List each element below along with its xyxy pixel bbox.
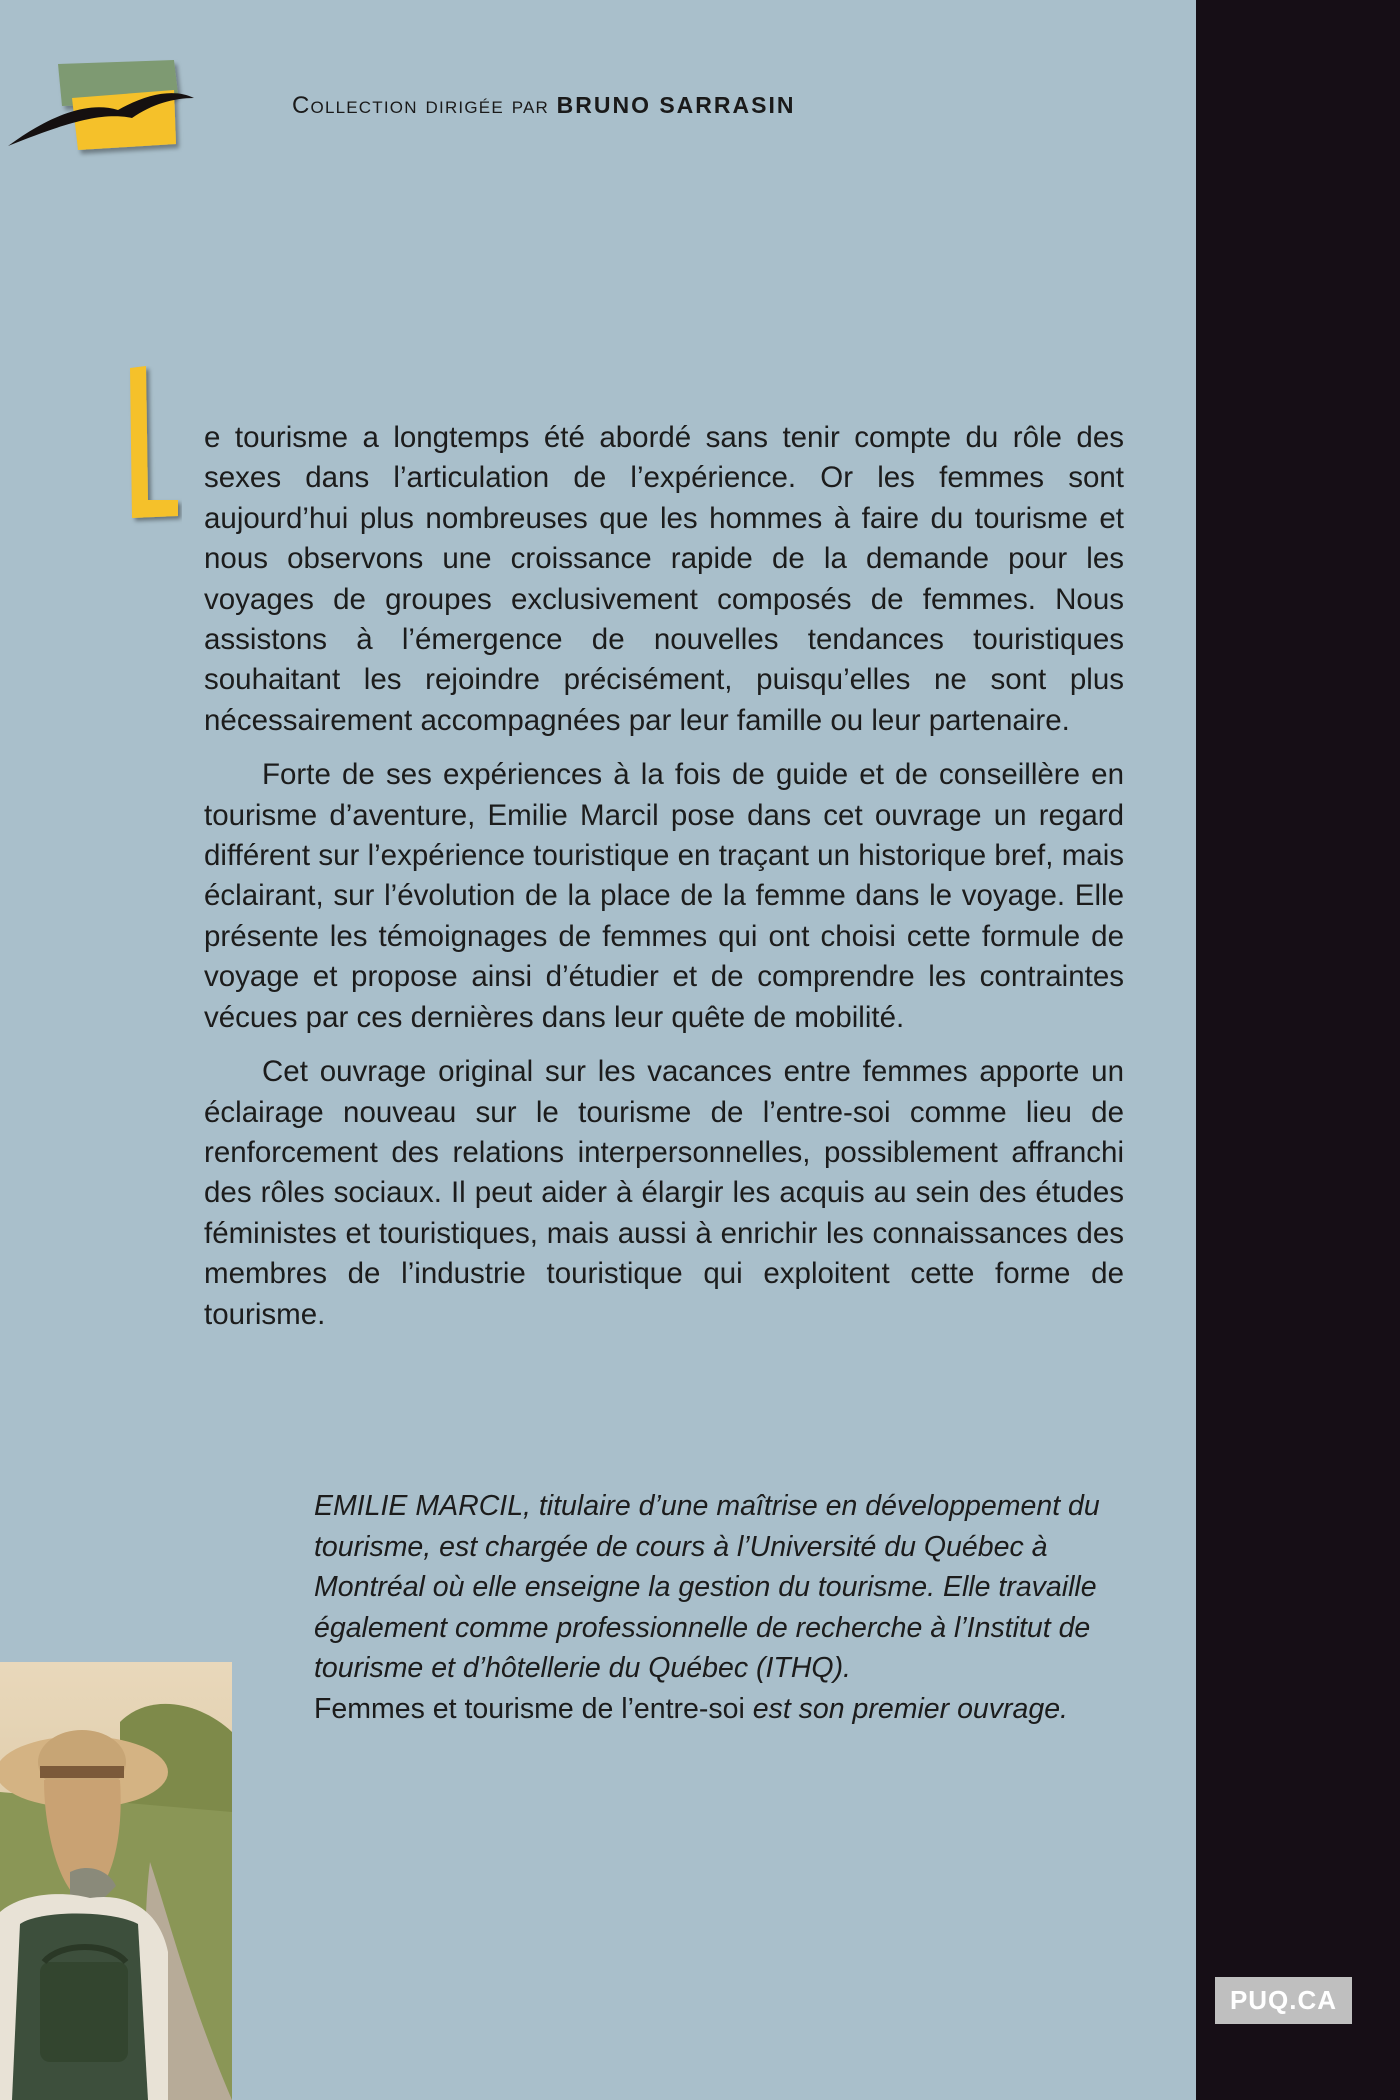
publisher-website-badge[interactable]: PUQ.CA bbox=[1215, 1977, 1352, 2024]
seagull-logo-icon bbox=[6, 58, 256, 158]
back-cover-blurb bbox=[204, 418, 1124, 1349]
blurb-paragraph-2: Forte de ses expériences à la fois de guide et de conseillère en tourisme d’aventure, Emilie Marcil pose dans cet ouvrage un regard différent sur l’expérience touristique en traçant un historique bref, mais éclairant, sur l’évolution de la place de la femme dans le voyage. Elle présente les témoignages de femmes qui ont choisi cette formule de voyage et propose ainsi d’étudier et de comprendre les contraintes vécues par ces dernières dans leur quête de mobilité. bbox=[204, 758, 1124, 1034]
woman-with-hat-and-backpack-photo bbox=[0, 1662, 232, 2100]
blurb-paragraph-3: Cet ouvrage original sur les vacances entre femmes apporte un éclairage nouveau sur le tourisme de l’entre-soi comme lieu de renforcement des relations interpersonnelles, possiblement affranchi des rôles sociaux. Il peut aider à élargir les acquis au sein des études féministes et touristiques, mais aussi à enrichir les connaissances des membres de l’industrie touristique qui exploitent cette forme de tourisme. bbox=[204, 1055, 1124, 1331]
author-bio bbox=[314, 1486, 1114, 1729]
blurb-paragraph-1: e tourisme a longtemps été abordé sans tenir compte du rôle des sexes dans l’articulation de l’expérience. Or les femmes sont aujourd’hui plus nombreuses que les hommes à faire du tourisme et nous observons une croissance rapide de la demande pour les voyages de groupes exclusivement composés de femmes. Nous assistons à l’émergence de nouvelles tendances touristiques souhaitant les rejoindre précisément, puisqu’elles ne sont plus nécessairement accompagnées par leur famille ou leur partenaire. bbox=[204, 421, 1124, 737]
collection-line bbox=[292, 92, 795, 120]
author-bio-text: EMILIE MARCIL, titulaire d’une maîtrise en développement du tourisme, est chargée de cours à l’Université du Québec à Montréal où elle enseigne la gestion du tourisme. Elle travaille également comme professionnelle de recherche à l’Institut de tourisme et d’hôtellerie du Québec (ITHQ). bbox=[314, 1490, 1100, 1684]
book-title: Femmes et tourisme de l’entre-soi bbox=[314, 1692, 745, 1725]
dropcap-text: L bbox=[126, 366, 127, 367]
dropcap-letter bbox=[126, 366, 182, 528]
collection-prefix: Collection dirigée par bbox=[292, 92, 550, 119]
author-bio-closing: est son premier ouvrage. bbox=[752, 1692, 1068, 1725]
collection-editor: BRUNO SARRASIN bbox=[556, 92, 796, 118]
book-spine bbox=[1196, 0, 1400, 2100]
